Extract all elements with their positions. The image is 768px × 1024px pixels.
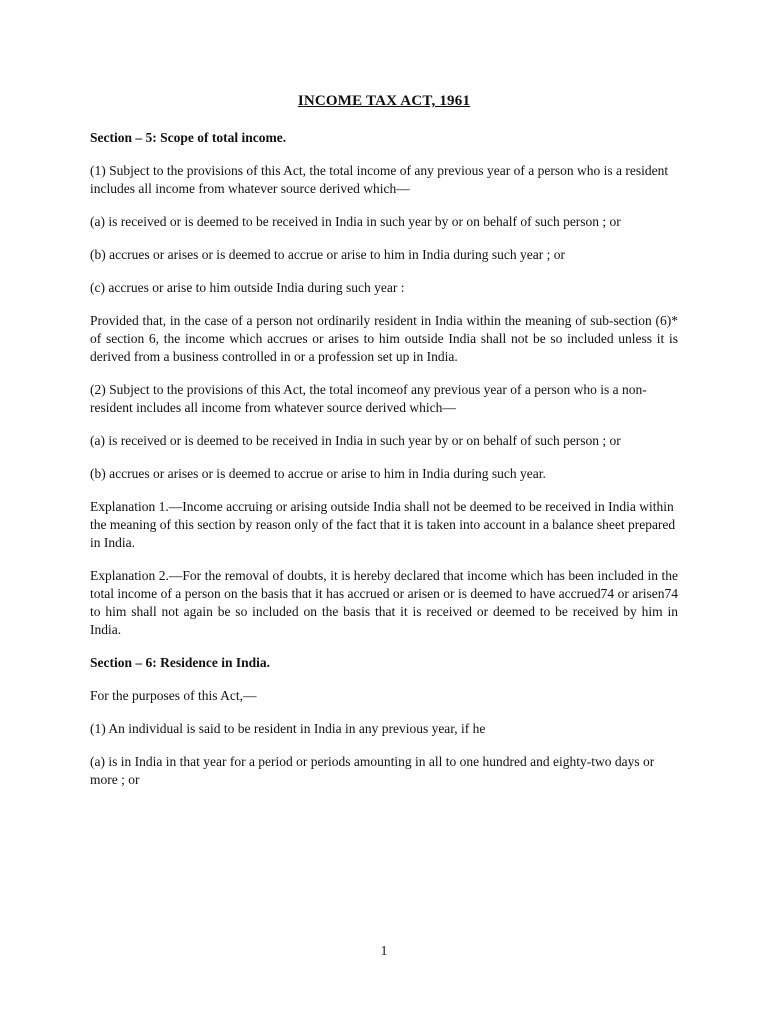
document-title: INCOME TAX ACT, 1961 bbox=[297, 93, 471, 109]
section-6-intro: For the purposes of this Act,— bbox=[90, 688, 257, 703]
section-5-clause-2: (2) Subject to the provisions of this Act, the total incomeof any previous year of a person who is a non-resident includes all income from whatever source derived which— bbox=[90, 382, 647, 415]
section-6-clause-1a: (a) is in India in that year for a period or periods amounting in all to one hundred and eighty-two days or more ; or bbox=[90, 754, 655, 787]
page-number: 1 bbox=[380, 943, 388, 958]
section-6-clause-1: (1) An individual is said to be resident in India in any previous year, if he bbox=[90, 721, 486, 736]
section-5-explanation-1: Explanation 1.—Income accruing or arising outside India shall not be deemed to be received in India within the meaning of this section by reason only of the fact that it is taken into account in a balance sheet prepared in India. bbox=[90, 499, 676, 550]
document-page bbox=[90, 92, 678, 804]
section-5-clause-2b: (b) accrues or arises or is deemed to accrue or arise to him in India during such year. bbox=[90, 466, 546, 481]
section-5-explanation-2: Explanation 2.—For the removal of doubts, it is hereby declared that income which has been included in the total income of a person on the basis that it has accrued or arisen or is deemed to have accrued74 or arisen74 to him shall not again be so included on the basis that it is received or deemed to be received by him in India. bbox=[90, 568, 678, 637]
section-5-proviso: Provided that, in the case of a person not ordinarily resident in India within the meaning of sub-section (6)* of section 6, the income which accrues or arises to him outside India shall not be so included unless it is derived from a business controlled in or a profession set up in India. bbox=[90, 313, 678, 364]
section-5-clause-1b: (b) accrues or arises or is deemed to accrue or arise to him in India during such year ; or bbox=[90, 247, 565, 262]
section-5-clause-2a: (a) is received or is deemed to be received in India in such year by or on behalf of such person ; or bbox=[90, 433, 621, 448]
section-6-heading: Section – 6: Residence in India. bbox=[90, 655, 271, 670]
section-5-clause-1a: (a) is received or is deemed to be received in India in such year by or on behalf of such person ; or bbox=[90, 214, 621, 229]
section-5-clause-1c: (c) accrues or arise to him outside India during such year : bbox=[90, 280, 405, 295]
section-5-clause-1: (1) Subject to the provisions of this Act, the total income of any previous year of a person who is a resident includes all income from whatever source derived which— bbox=[90, 163, 669, 196]
section-5-heading: Section – 5: Scope of total income. bbox=[90, 130, 287, 145]
